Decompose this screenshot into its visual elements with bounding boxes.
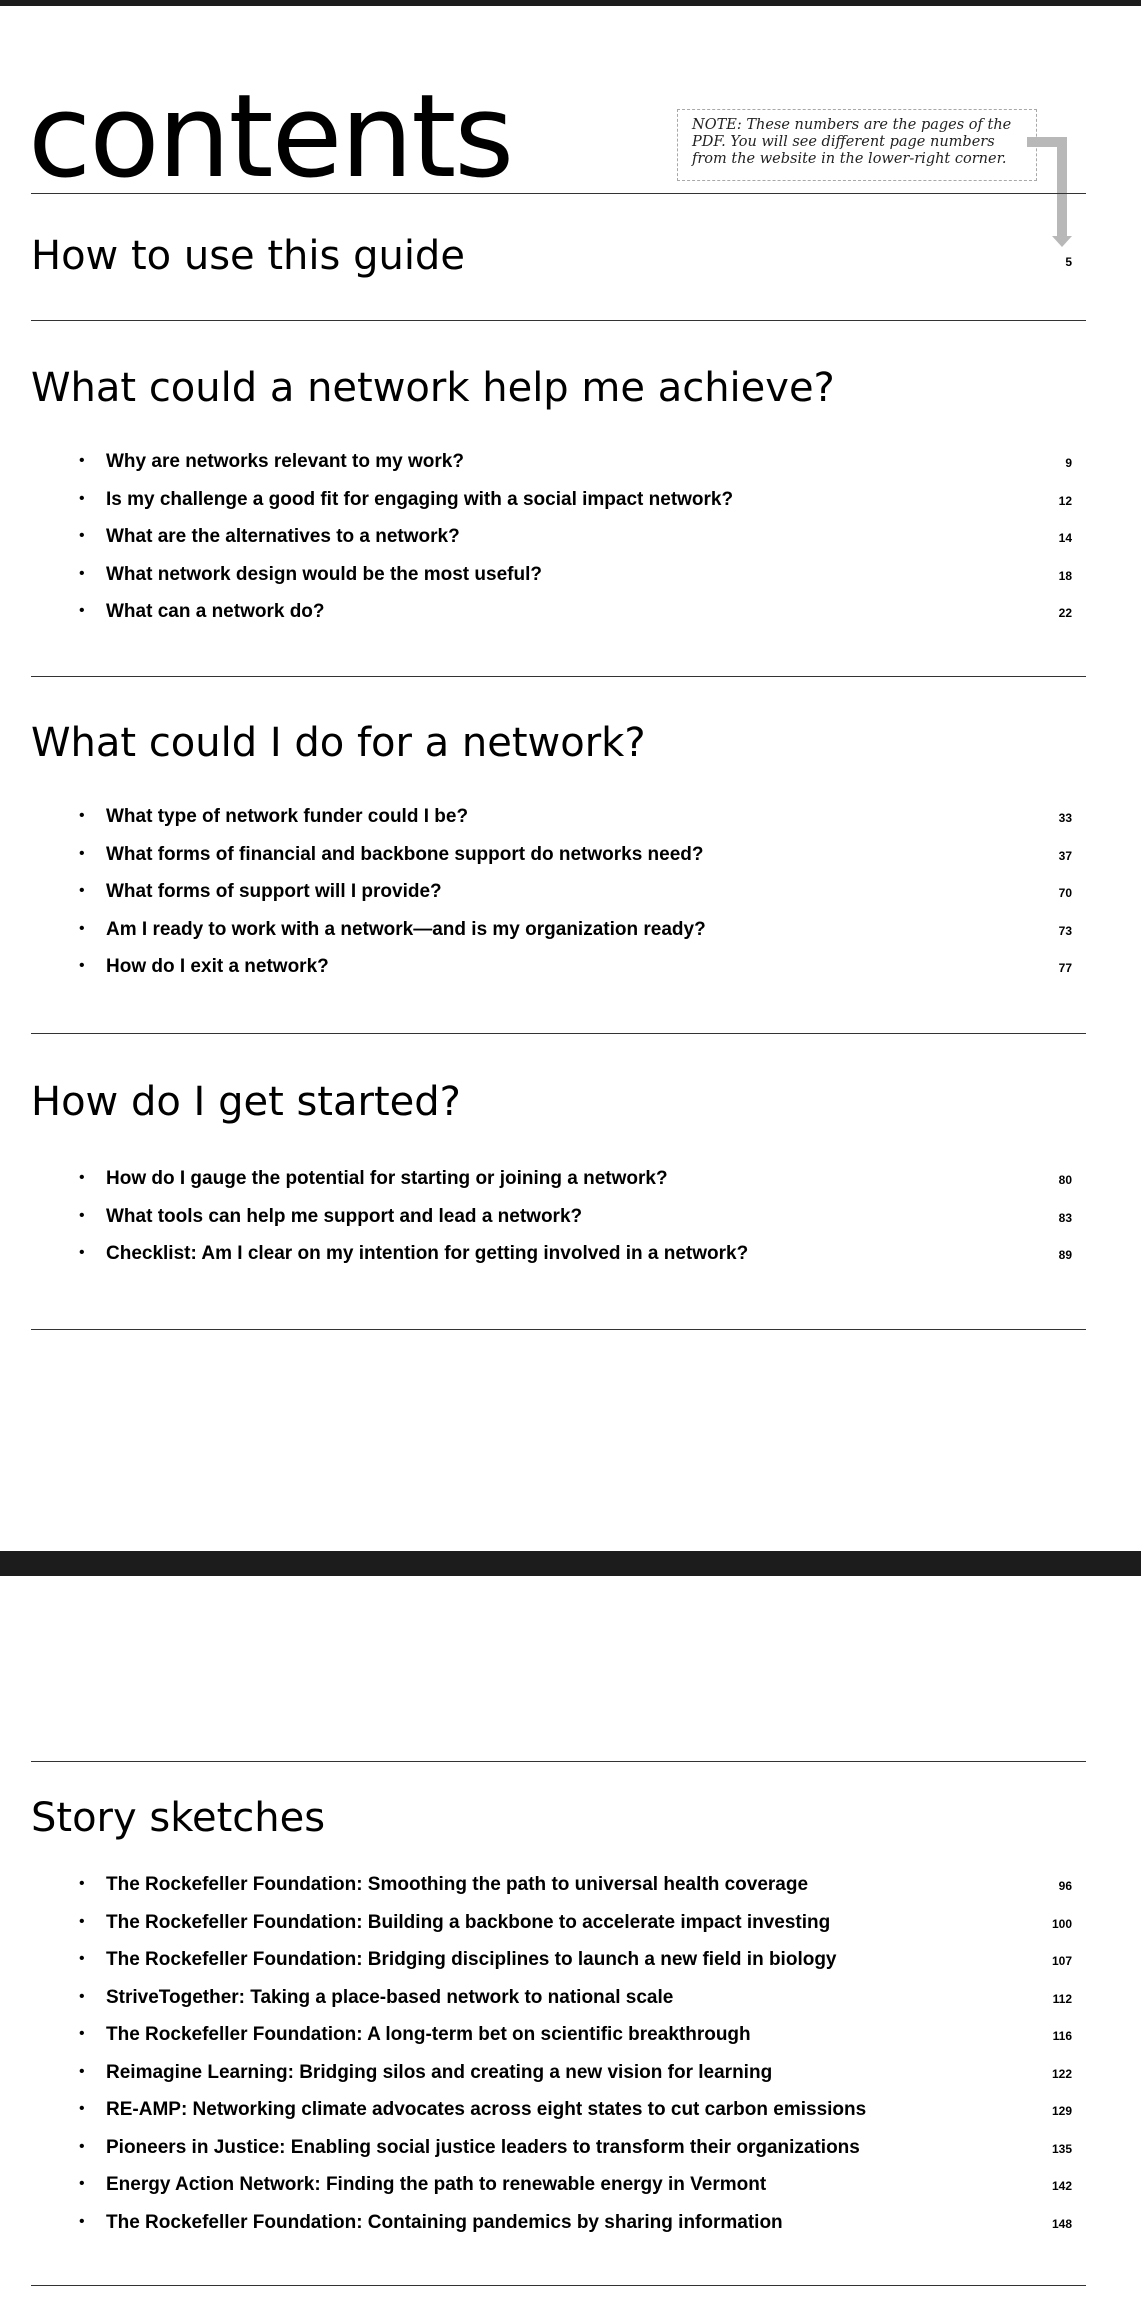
toc-item[interactable] xyxy=(0,2171,1141,2209)
toc-item-title[interactable]: Is my challenge a good fit for engaging with a social impact network? xyxy=(106,488,734,510)
bullet-icon: • xyxy=(79,2137,85,2155)
rule-divider xyxy=(31,2285,1086,2286)
bullet-icon: • xyxy=(79,919,85,937)
bullet-icon: • xyxy=(79,1875,85,1892)
toc-item-page: 80 xyxy=(1058,1173,1072,1187)
toc-item[interactable] xyxy=(0,1909,1141,1947)
toc-item-title[interactable]: The Rockefeller Foundation: Containing pandemics by sharing information xyxy=(106,2211,783,2233)
toc-item-page: 89 xyxy=(1058,1248,1072,1262)
toc-item-title[interactable]: The Rockefeller Foundation: Building a backbone to accelerate impact investing xyxy=(106,1911,831,1933)
toc-item-title[interactable]: Why are networks relevant to my work? xyxy=(106,451,464,472)
toc-item-page: 135 xyxy=(1051,2141,1072,2156)
toc-item-page: 96 xyxy=(1058,1879,1072,1893)
bullet-icon: • xyxy=(79,844,85,862)
toc-item[interactable] xyxy=(0,2059,1141,2097)
toc-item-page: 77 xyxy=(1058,961,1072,975)
toc-item-page: 73 xyxy=(1058,923,1072,938)
toc-item-page: 122 xyxy=(1051,2066,1072,2081)
toc-item-page: 9 xyxy=(1065,456,1072,470)
rule-divider xyxy=(31,320,1086,321)
toc-item[interactable] xyxy=(0,878,1141,916)
bullet-icon: • xyxy=(79,1987,85,2005)
toc-item-title[interactable]: Reimagine Learning: Bridging silos and creating a new vision for learning xyxy=(106,2061,773,2083)
bullet-icon: • xyxy=(79,1912,85,1930)
rule-divider xyxy=(31,1033,1086,1034)
toc-item-title[interactable]: StriveTogether: Taking a place-based network to national scale xyxy=(106,1986,674,2008)
toc-item-title[interactable]: The Rockefeller Foundation: A long-term bet on scientific breakthrough xyxy=(106,2024,751,2045)
toc-item-page: 18 xyxy=(1058,568,1072,583)
bullet-icon: • xyxy=(79,882,85,899)
bullet-icon: • xyxy=(79,1244,85,1261)
page-title: contents xyxy=(28,70,513,204)
toc-item-title[interactable]: Checklist: Am I clear on my intention for getting involved in a network? xyxy=(106,1243,749,1264)
toc-item[interactable] xyxy=(0,953,1141,991)
toc-item[interactable] xyxy=(0,916,1141,954)
toc-item-title[interactable]: RE-AMP: Networking climate advocates across eight states to cut carbon emissions xyxy=(106,2099,867,2120)
toc-item[interactable] xyxy=(0,561,1141,599)
bullet-icon: • xyxy=(79,452,85,469)
page-break-bar xyxy=(0,1551,1141,1576)
toc-item-page: 116 xyxy=(1052,2029,1072,2043)
bullet-icon: • xyxy=(79,2100,85,2117)
toc-item-title[interactable]: What network design would be the most useful? xyxy=(106,563,542,585)
bullet-icon: • xyxy=(79,1206,85,1224)
section-heading: What could I do for a network? xyxy=(31,720,646,766)
toc-item[interactable] xyxy=(0,598,1141,636)
toc-item-title[interactable]: How do I gauge the potential for starting or joining a network? xyxy=(106,1168,668,1189)
toc-item-title[interactable]: What forms of support will I provide? xyxy=(106,881,442,902)
toc-item-page: 148 xyxy=(1051,2216,1072,2231)
rule-divider xyxy=(31,676,1086,677)
bullet-icon: • xyxy=(79,527,85,544)
intro-heading[interactable]: How to use this guide xyxy=(31,233,465,279)
bullet-icon: • xyxy=(79,489,85,507)
toc-item-page: 129 xyxy=(1051,2104,1072,2118)
toc-item-page: 142 xyxy=(1051,2179,1072,2193)
toc-item[interactable] xyxy=(0,1165,1141,1203)
bullet-icon: • xyxy=(79,564,85,582)
toc-item-title[interactable]: Am I ready to work with a network—and is my organization ready? xyxy=(106,918,706,940)
toc-item[interactable] xyxy=(0,2096,1141,2134)
pdf-note-box: NOTE: These numbers are the pages of the PDF. You will see different page numbers from the website in the lower-right corner. xyxy=(677,109,1037,181)
toc-item[interactable] xyxy=(0,2134,1141,2172)
toc-item-title[interactable]: Pioneers in Justice: Enabling social justice leaders to transform their organizations xyxy=(106,2136,860,2158)
bullet-icon: • xyxy=(79,1950,85,1967)
rule-divider xyxy=(31,1329,1086,1330)
toc-list xyxy=(0,1165,1141,1278)
toc-item[interactable] xyxy=(0,841,1141,879)
bullet-icon: • xyxy=(79,2212,85,2230)
toc-item-title[interactable]: What tools can help me support and lead a network? xyxy=(106,1205,583,1227)
top-dark-bar xyxy=(0,0,1141,6)
rule-under-title xyxy=(31,193,1086,194)
section-heading: Story sketches xyxy=(31,1795,326,1841)
section-heading: What could a network help me achieve? xyxy=(31,365,835,411)
toc-item[interactable] xyxy=(0,2209,1141,2247)
toc-item-page: 33 xyxy=(1058,811,1072,825)
toc-item-title[interactable]: What forms of financial and backbone support do networks need? xyxy=(106,843,704,865)
toc-item-page: 107 xyxy=(1051,1954,1072,1968)
toc-item-title[interactable]: How do I exit a network? xyxy=(106,956,329,977)
toc-item[interactable] xyxy=(0,523,1141,561)
bullet-icon: • xyxy=(79,2025,85,2042)
intro-page-number: 5 xyxy=(1065,255,1072,269)
section-heading: How do I get started? xyxy=(31,1079,461,1125)
toc-item-title[interactable]: What type of network funder could I be? xyxy=(106,806,469,827)
toc-item-page: 112 xyxy=(1052,1991,1072,2006)
toc-item-title[interactable]: Energy Action Network: Finding the path to renewable energy in Vermont xyxy=(106,2174,767,2195)
toc-item[interactable] xyxy=(0,448,1141,486)
bullet-icon: • xyxy=(79,957,85,974)
toc-item-title[interactable]: The Rockefeller Foundation: Bridging disciplines to launch a new field in biology xyxy=(106,1949,837,1970)
toc-item-page: 70 xyxy=(1058,886,1072,900)
toc-list xyxy=(0,1871,1141,2246)
toc-item[interactable] xyxy=(0,2021,1141,2059)
toc-item[interactable] xyxy=(0,486,1141,524)
toc-item[interactable] xyxy=(0,1203,1141,1241)
toc-item-page: 12 xyxy=(1058,493,1072,508)
note-arrow-icon xyxy=(1025,135,1075,255)
bullet-icon: • xyxy=(79,2062,85,2080)
bullet-icon: • xyxy=(79,807,85,824)
rule-divider xyxy=(31,1761,1086,1762)
bullet-icon: • xyxy=(79,602,85,619)
bullet-icon: • xyxy=(79,2175,85,2192)
bullet-icon: • xyxy=(79,1169,85,1186)
toc-item[interactable] xyxy=(0,803,1141,841)
toc-item-title[interactable]: What are the alternatives to a network? xyxy=(106,526,460,547)
toc-item-page: 37 xyxy=(1058,848,1072,863)
toc-list xyxy=(0,803,1141,991)
toc-item-page: 22 xyxy=(1058,606,1072,620)
toc-list xyxy=(0,448,1141,636)
toc-item-page: 14 xyxy=(1058,531,1072,545)
toc-item-page: 83 xyxy=(1058,1210,1072,1225)
toc-item[interactable] xyxy=(0,1984,1141,2022)
toc-item[interactable] xyxy=(0,1240,1141,1278)
toc-item[interactable] xyxy=(0,1871,1141,1909)
toc-item-title[interactable]: The Rockefeller Foundation: Smoothing the path to universal health coverage xyxy=(106,1874,809,1895)
toc-item-page: 100 xyxy=(1051,1916,1072,1931)
toc-item[interactable] xyxy=(0,1946,1141,1984)
toc-item-title[interactable]: What can a network do? xyxy=(106,601,325,622)
